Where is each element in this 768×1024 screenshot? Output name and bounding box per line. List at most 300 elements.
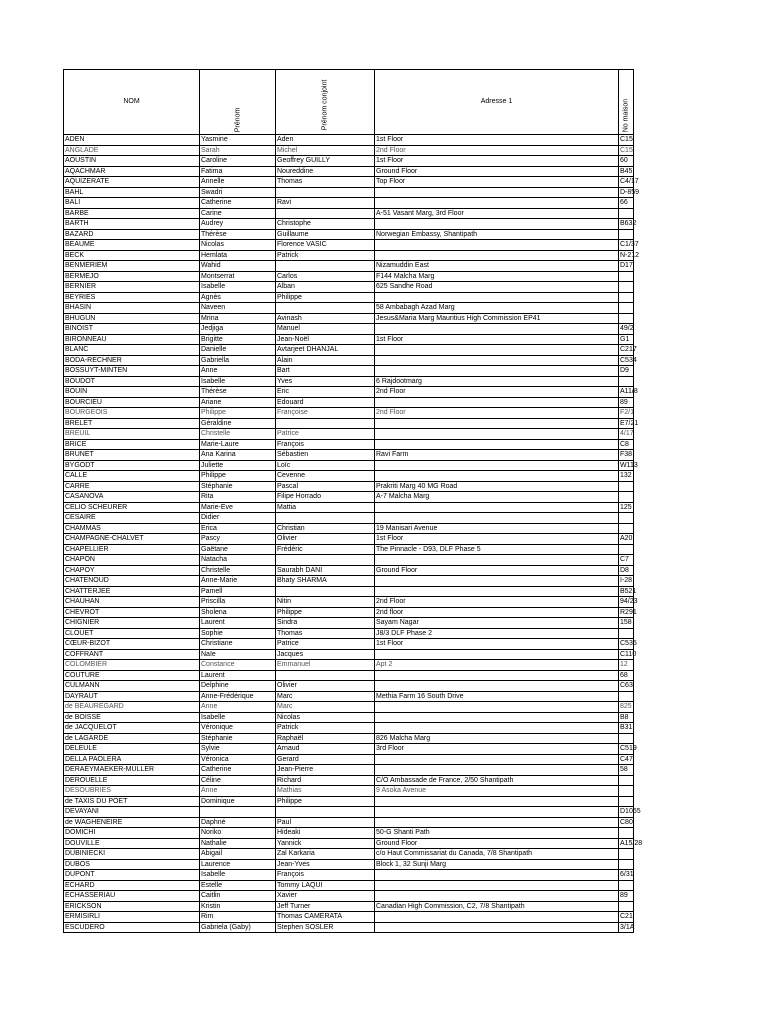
table-row: [64, 660, 634, 671]
nom-cell: BRUNET: [64, 450, 200, 461]
adresse-cell: [375, 187, 619, 198]
maison-cell: D1065: [620, 808, 641, 816]
adresse-cell: Top Floor: [375, 177, 619, 188]
conjoint-cell: Patrice: [276, 639, 375, 650]
conjoint-cell: Bhaty SHARMA: [276, 576, 375, 587]
adresse-cell: 2nd Floor: [375, 145, 619, 156]
nom-cell: BOURGEOIS: [64, 408, 200, 419]
prenom-cell: Sophie: [200, 628, 276, 639]
nom-cell: BREUIL: [64, 429, 200, 440]
adresse-cell: F144 Malcha Marg: [375, 271, 619, 282]
table-row: [64, 187, 634, 198]
adresse-cell: Ground Floor: [375, 838, 619, 849]
table-row: [64, 796, 634, 807]
conjoint-cell: [276, 670, 375, 681]
maison-cell: F38: [620, 451, 633, 459]
adresse-cell: A-51 Vasant Marg, 3rd Floor: [375, 208, 619, 219]
maison-cell: [619, 628, 634, 639]
prenom-cell: Estelle: [200, 880, 276, 891]
conjoint-cell: Thomas: [276, 628, 375, 639]
table-row: [64, 156, 634, 167]
nom-cell: COLOMBIER: [64, 660, 200, 671]
prenom-cell: Anne-Frédérique: [200, 691, 276, 702]
prenom-cell: Nathalie: [200, 838, 276, 849]
adresse-cell: 58 Ambabagh Azad Marg: [375, 303, 619, 314]
maison-cell: A20: [620, 535, 633, 543]
conjoint-cell: Jean-Yves: [276, 859, 375, 870]
prenom-cell: Rita: [200, 492, 276, 503]
table-row: [64, 534, 634, 545]
maison-cell: [619, 786, 634, 797]
table-row: [64, 618, 634, 629]
conjoint-cell: Richard: [276, 775, 375, 786]
table-row: [64, 681, 634, 692]
maison-cell: C80: [620, 818, 633, 826]
prenom-cell: Anne: [200, 702, 276, 713]
table-row: [64, 460, 634, 471]
adresse-cell: 50-G Shanti Path: [375, 828, 619, 839]
adresse-cell: [375, 355, 619, 366]
conjoint-cell: Noureddine: [276, 166, 375, 177]
adresse-cell: c/o Haut Commissariat du Canada, 7/8 Shantipath: [375, 849, 619, 860]
maison-cell: 58: [619, 765, 634, 776]
conjoint-cell: Mathias: [276, 786, 375, 797]
nom-cell: CHAUHAN: [64, 597, 200, 608]
prenom-cell: Stéphanie: [200, 733, 276, 744]
adresse-cell: [375, 702, 619, 713]
nom-cell: CŒUR-BIZOT: [64, 639, 200, 650]
prenom-cell: Catherine: [200, 765, 276, 776]
table-row: [64, 450, 634, 461]
maison-cell: B31: [620, 724, 633, 732]
maison-cell: B8: [619, 712, 634, 723]
nom-cell: DAYRAUT: [64, 691, 200, 702]
conjoint-cell: Olivier: [276, 534, 375, 545]
prenom-cell: Stéphanie: [200, 481, 276, 492]
adresse-cell: [375, 796, 619, 807]
prenom-cell: Carine: [200, 208, 276, 219]
nom-cell: BOUDOT: [64, 376, 200, 387]
prenom-cell: Juliette: [200, 460, 276, 471]
maison-cell: C21: [620, 913, 633, 921]
table-row: [64, 702, 634, 713]
nom-cell: CHAPELLIER: [64, 544, 200, 555]
adresse-cell: Ground Floor: [375, 166, 619, 177]
table-row: [64, 366, 634, 377]
adresse-cell: [375, 912, 619, 923]
conjoint-cell: Philippe: [276, 796, 375, 807]
table-row: [64, 670, 634, 681]
nom-cell: BLANC: [64, 345, 200, 356]
table-row: [64, 870, 634, 881]
table-row: [64, 408, 634, 419]
maison-cell: D17: [620, 262, 633, 270]
adresse-cell: [375, 880, 619, 891]
maison-cell: C47: [620, 755, 633, 763]
maison-cell: [619, 691, 634, 702]
conjoint-cell: Alain: [276, 355, 375, 366]
maison-cell: 94/23: [620, 598, 638, 606]
prenom-cell: Marie-Laure: [200, 439, 276, 450]
prenom-cell: Philippe: [200, 471, 276, 482]
prenom-cell: Caroline: [200, 156, 276, 167]
adresse-cell: 2nd floor: [375, 607, 619, 618]
maison-cell: G1: [619, 334, 634, 345]
nom-cell: BRICE: [64, 439, 200, 450]
nom-cell: BAHL: [64, 187, 200, 198]
prenom-cell: Fatima: [200, 166, 276, 177]
adresse-cell: [375, 670, 619, 681]
maison-cell: D8: [619, 565, 634, 576]
maison-cell: [619, 513, 634, 524]
nom-cell: ADEN: [64, 135, 200, 146]
table-row: [64, 859, 634, 870]
adresse-cell: [375, 870, 619, 881]
conjoint-cell: Marc: [276, 702, 375, 713]
adresse-cell: Prakriti Marg 40 MG Road: [375, 481, 619, 492]
prenom-cell: Pamell: [200, 586, 276, 597]
prenom-cell: Priscilla: [200, 597, 276, 608]
prenom-cell: Anne-Marie: [200, 576, 276, 587]
nom-cell: de BOISSE: [64, 712, 200, 723]
prenom-cell: Gabriela (Gaby): [200, 922, 276, 933]
nom-cell: BEAUME: [64, 240, 200, 251]
conjoint-cell: Pascal: [276, 481, 375, 492]
conjoint-cell: François: [276, 439, 375, 450]
prenom-cell: Naïe: [200, 649, 276, 660]
conjoint-cell: Aden: [276, 135, 375, 146]
conjoint-cell: Alban: [276, 282, 375, 293]
maison-cell: 68: [619, 670, 634, 681]
maison-cell: 49/2: [620, 325, 634, 333]
maison-cell: C1/37: [620, 241, 639, 249]
maison-cell: C217: [620, 346, 637, 354]
adresse-cell: [375, 555, 619, 566]
conjoint-cell: Michel: [276, 145, 375, 156]
maison-cell: [619, 733, 634, 744]
nom-cell: CARRE: [64, 481, 200, 492]
nom-cell: DELLA PAOLERA: [64, 754, 200, 765]
nom-cell: BHUGUN: [64, 313, 200, 324]
table-row: [64, 429, 634, 440]
nom-cell: de TAXIS DU POET: [64, 796, 200, 807]
maison-cell: [619, 796, 634, 807]
table-row: [64, 208, 634, 219]
table-row: [64, 334, 634, 345]
nom-cell: AQUIZERATE: [64, 177, 200, 188]
conjoint-cell: Guillaume: [276, 229, 375, 240]
conjoint-cell: [276, 513, 375, 524]
conjoint-cell: Arnaud: [276, 744, 375, 755]
conjoint-cell: Patrice: [276, 429, 375, 440]
adresse-cell: Canadian High Commission, C2, 7/8 Shantipath: [375, 901, 619, 912]
nom-cell: DUPONT: [64, 870, 200, 881]
table-row: [64, 229, 634, 240]
adresse-cell: Nizamuddin East: [375, 261, 619, 272]
maison-cell: B45: [620, 167, 633, 175]
maison-cell: C8: [619, 439, 634, 450]
prenom-cell: Mrina: [200, 313, 276, 324]
nom-cell: DELEULE: [64, 744, 200, 755]
prenom-cell: Isabelle: [200, 282, 276, 293]
adresse-cell: 625 Sandhe Road: [375, 282, 619, 293]
adresse-cell: J8/3 DLF Phase 2: [375, 628, 619, 639]
maison-cell: W113: [620, 461, 638, 469]
table-row: [64, 607, 634, 618]
nom-cell: CLOUET: [64, 628, 200, 639]
prenom-cell: Dominique: [200, 796, 276, 807]
table-row: [64, 786, 634, 797]
table-row: [64, 376, 634, 387]
table-row: [64, 922, 634, 933]
maison-cell: C63: [620, 682, 633, 690]
nom-cell: ERMISIRLI: [64, 912, 200, 923]
table-row: [64, 723, 634, 734]
adresse-cell: [375, 765, 619, 776]
conjoint-cell: Manuel: [276, 324, 375, 335]
conjoint-cell: Jacques: [276, 649, 375, 660]
nom-cell: CHAMPAGNE-CHALVET: [64, 534, 200, 545]
conjoint-cell: Philippe: [276, 607, 375, 618]
nom-cell: de WAGHENEIRE: [64, 817, 200, 828]
adresse-cell: Sayam Nagar: [375, 618, 619, 629]
adresse-cell: 2nd Floor: [375, 597, 619, 608]
conjoint-cell: [276, 807, 375, 818]
maison-cell: I-28: [620, 577, 633, 585]
conjoint-cell: Nitin: [276, 597, 375, 608]
conjoint-cell: Jean-Pierre: [276, 765, 375, 776]
adresse-cell: [375, 586, 619, 597]
table-row: [64, 523, 634, 534]
adresse-cell: Jesus&Maria Marg Mauritius High Commission EP41: [375, 313, 619, 324]
adresse-cell: [375, 429, 619, 440]
adresse-cell: Apt 2: [375, 660, 619, 671]
prenom-cell: Didier: [200, 513, 276, 524]
table-row: [64, 502, 634, 513]
table-row: [64, 586, 634, 597]
nom-cell: BODA-RECHNER: [64, 355, 200, 366]
table-row: [64, 177, 634, 188]
maison-cell: [619, 313, 634, 324]
maison-cell: C110: [620, 650, 637, 658]
nom-cell: BIRONNEAU: [64, 334, 200, 345]
header-nom: NOM: [64, 70, 200, 135]
nom-cell: AQACHMAR: [64, 166, 200, 177]
adresse-cell: [375, 817, 619, 828]
prenom-cell: Laurent: [200, 670, 276, 681]
table-row: [64, 303, 634, 314]
prenom-cell: Daphné: [200, 817, 276, 828]
prenom-cell: Isabelle: [200, 376, 276, 387]
table-row: [64, 261, 634, 272]
conjoint-cell: Marc: [276, 691, 375, 702]
prenom-cell: Caitlin: [200, 891, 276, 902]
maison-cell: [619, 481, 634, 492]
prenom-cell: Isabelle: [200, 870, 276, 881]
adresse-cell: [375, 324, 619, 335]
maison-cell: 158: [620, 619, 632, 627]
table-row: [64, 271, 634, 282]
maison-cell: [619, 523, 634, 534]
adresse-cell: 9 Asoka Avenue: [375, 786, 619, 797]
table-row: [64, 135, 634, 146]
conjoint-cell: Thomas: [276, 177, 375, 188]
nom-cell: BERMEJO: [64, 271, 200, 282]
conjoint-cell: Emmanuel: [276, 660, 375, 671]
maison-cell: [619, 828, 634, 839]
table-row: [64, 775, 634, 786]
conjoint-cell: Eric: [276, 387, 375, 398]
maison-cell: 6/31: [620, 871, 634, 879]
maison-cell: [619, 292, 634, 303]
conjoint-cell: Avtarjeet DHANJAL: [276, 345, 375, 356]
header-adresse: Adresse 1: [375, 70, 619, 135]
nom-cell: DUBINIECKI: [64, 849, 200, 860]
prenom-cell: Jedjiga: [200, 324, 276, 335]
prenom-cell: Delphine: [200, 681, 276, 692]
adresse-cell: [375, 712, 619, 723]
prenom-cell: Sylvie: [200, 744, 276, 755]
table-row: [64, 492, 634, 503]
nom-cell: BECK: [64, 250, 200, 261]
maison-cell: A11/8: [620, 388, 638, 396]
adresse-cell: [375, 649, 619, 660]
conjoint-cell: [276, 208, 375, 219]
conjoint-cell: Patrick: [276, 250, 375, 261]
prenom-cell: Yasmine: [200, 135, 276, 146]
adresse-cell: 2nd Floor: [375, 387, 619, 398]
header-prenom-conjoint: Prénom conjoint: [276, 70, 375, 135]
adresse-cell: [375, 366, 619, 377]
conjoint-cell: Nicolas: [276, 712, 375, 723]
maison-cell: F2/1: [620, 409, 635, 417]
prenom-cell: [200, 807, 276, 818]
maison-cell: [619, 775, 634, 786]
nom-cell: BALI: [64, 198, 200, 209]
adresse-cell: [375, 250, 619, 261]
table-row: [64, 166, 634, 177]
nom-cell: CHATTERJEE: [64, 586, 200, 597]
prenom-cell: Hemlata: [200, 250, 276, 261]
conjoint-cell: Sébastien: [276, 450, 375, 461]
header-no-maison: No maison: [619, 70, 634, 135]
prenom-cell: Nicolas: [200, 240, 276, 251]
prenom-cell: Marie-Eve: [200, 502, 276, 513]
conjoint-cell: Ravi: [276, 198, 375, 209]
table-row: [64, 565, 634, 576]
table-row: [64, 691, 634, 702]
adresse-cell: [375, 219, 619, 230]
maison-cell: N-212: [620, 251, 640, 259]
prenom-cell: Swadri: [200, 187, 276, 198]
maison-cell: 132: [620, 472, 632, 480]
adresse-cell: 1st Floor: [375, 156, 619, 167]
conjoint-cell: Geoffrey GUILLY: [276, 156, 375, 167]
table-row: [64, 733, 634, 744]
adresse-cell: Block 1, 32 Sunji Marg: [375, 859, 619, 870]
prenom-cell: Laurence: [200, 859, 276, 870]
nom-cell: de JACQUELOT: [64, 723, 200, 734]
prenom-cell: Pascy: [200, 534, 276, 545]
adresse-cell: 1st Floor: [375, 534, 619, 545]
nom-cell: ECHASSERIAU: [64, 891, 200, 902]
adresse-cell: [375, 240, 619, 251]
maison-cell: C519: [620, 745, 637, 753]
adresse-cell: [375, 397, 619, 408]
nom-cell: COFFRANT: [64, 649, 200, 660]
nom-cell: CHEVROT: [64, 607, 200, 618]
adresse-cell: [375, 460, 619, 471]
table-row: [64, 555, 634, 566]
table-row: [64, 145, 634, 156]
table-row: [64, 649, 634, 660]
nom-cell: BOSSUYT-MINTEN: [64, 366, 200, 377]
maison-cell: 66: [619, 198, 634, 209]
prenom-cell: Natacha: [200, 555, 276, 566]
conjoint-cell: [276, 418, 375, 429]
adresse-cell: [375, 502, 619, 513]
prenom-cell: Brigitte: [200, 334, 276, 345]
adresse-cell: Methia Farm 16 South Drive: [375, 691, 619, 702]
prenom-cell: Véronique: [200, 723, 276, 734]
maison-cell: [619, 208, 634, 219]
adresse-cell: 1st Floor: [375, 639, 619, 650]
table-row: [64, 901, 634, 912]
adresse-cell: [375, 439, 619, 450]
prenom-cell: Kristin: [200, 901, 276, 912]
nom-cell: COUTURE: [64, 670, 200, 681]
conjoint-cell: Filipe Horrado: [276, 492, 375, 503]
prenom-cell: Audrey: [200, 219, 276, 230]
table-row: [64, 481, 634, 492]
conjoint-cell: [276, 261, 375, 272]
conjoint-cell: Raphaël: [276, 733, 375, 744]
table-row: [64, 355, 634, 366]
nom-cell: DOMICHI: [64, 828, 200, 839]
nom-cell: BHASIN: [64, 303, 200, 314]
table-row: [64, 817, 634, 828]
maison-cell: 125: [620, 503, 632, 511]
prenom-cell: Annelle: [200, 177, 276, 188]
nom-cell: AOUSTIN: [64, 156, 200, 167]
adresse-cell: 19 Manisari Avenue: [375, 523, 619, 534]
conjoint-cell: [276, 303, 375, 314]
prenom-cell: Philippe: [200, 408, 276, 419]
table-row: [64, 576, 634, 587]
nom-cell: DUBOS: [64, 859, 200, 870]
conjoint-cell: Stephen SOSLER: [276, 922, 375, 933]
maison-cell: B632: [620, 220, 637, 228]
prenom-cell: Wahid: [200, 261, 276, 272]
conjoint-cell: Patrick: [276, 723, 375, 734]
adresse-cell: [375, 576, 619, 587]
table-row: [64, 397, 634, 408]
maison-cell: [619, 901, 634, 912]
maison-cell: D9: [619, 366, 634, 377]
prenom-cell: Laurent: [200, 618, 276, 629]
maison-cell: [619, 271, 634, 282]
adresse-cell: [375, 754, 619, 765]
prenom-cell: Ariane: [200, 397, 276, 408]
table-row: [64, 744, 634, 755]
nom-cell: CESAIRE: [64, 513, 200, 524]
prenom-cell: Christelle: [200, 429, 276, 440]
nom-cell: DESOUBRIES: [64, 786, 200, 797]
maison-cell: C535: [620, 640, 637, 648]
adresse-cell: 2nd Floor: [375, 408, 619, 419]
maison-cell: 89: [619, 397, 634, 408]
adresse-cell: Ravi Farm: [375, 450, 619, 461]
